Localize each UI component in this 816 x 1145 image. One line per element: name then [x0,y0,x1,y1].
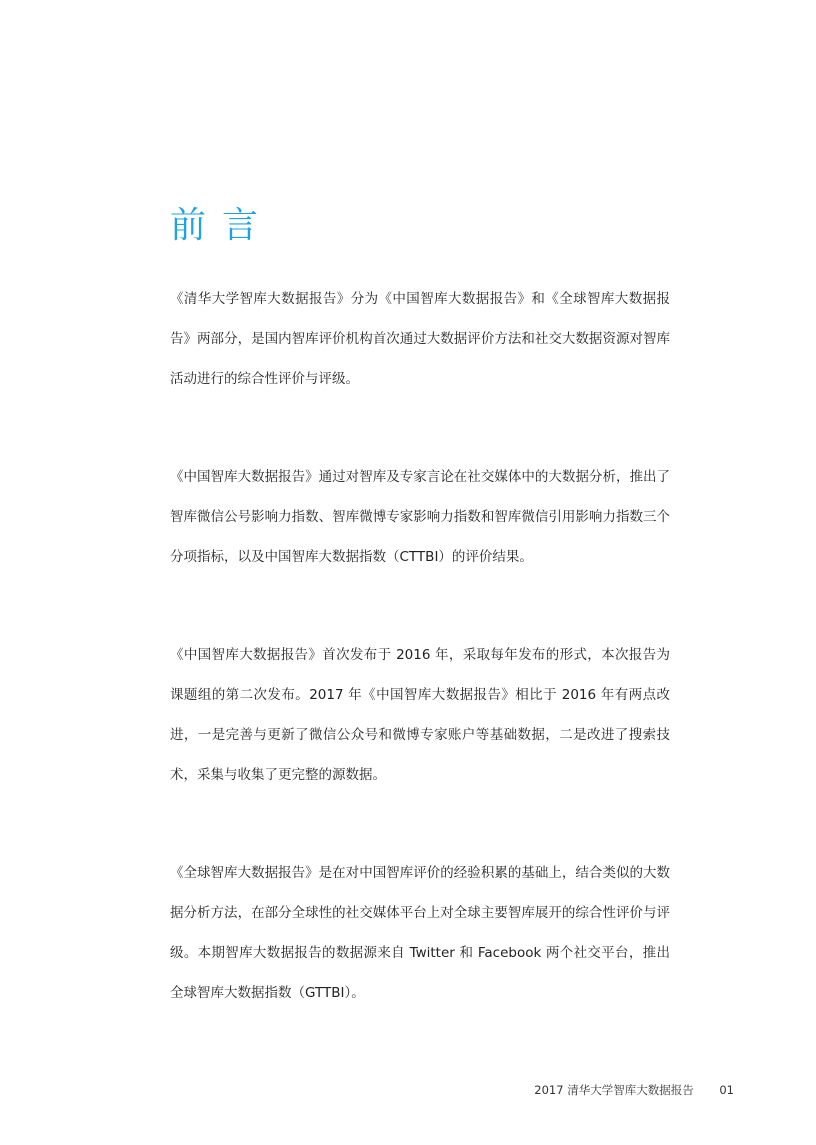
footer-report-name: 2017 清华大学智库大数据报告 [534,1083,694,1097]
page-footer [534,1082,734,1098]
footer-page-number: 01 [719,1083,734,1097]
preface-paragraph-4: 《全球智库大数据报告》是在对中国智库评价的经验积累的基础上，结合类似的大数据分析方法，在部分全球性的社交媒体平台上对全球主要智库展开的综合性评价与评级。本期智库大数据报告的数据源来自 Twitter 和 Facebook 两个社交平台，推出全球智库大数据指数（GTTBI）。 [170,865,670,1001]
preface-paragraph-1: 《清华大学智库大数据报告》分为《中国智库大数据报告》和《全球智库大数据报告》两部分，是国内智库评价机构首次通过大数据评价方法和社交大数据资源对智库活动进行的综合性评价与评级。 [170,291,670,387]
preface-body [170,279,670,1013]
preface-paragraph-3: 《中国智库大数据报告》首次发布于 2016 年，采取每年发布的形式，本次报告为课题组的第二次发布。2017 年《中国智库大数据报告》相比于 2016 年有两点改进，一是完善与更新了微信公众号和微博专家账户等基础数据，二是改进了搜索技术，采集与收集了更完整的源数据。 [170,647,670,783]
page-title: 前言 [170,205,275,246]
preface-paragraph-2: 《中国智库大数据报告》通过对智库及专家言论在社交媒体中的大数据分析，推出了智库微信公号影响力指数、智库微博专家影响力指数和智库微信引用影响力指数三个分项指标，以及中国智库大数据指数（CTTBI）的评价结果。 [170,469,670,565]
